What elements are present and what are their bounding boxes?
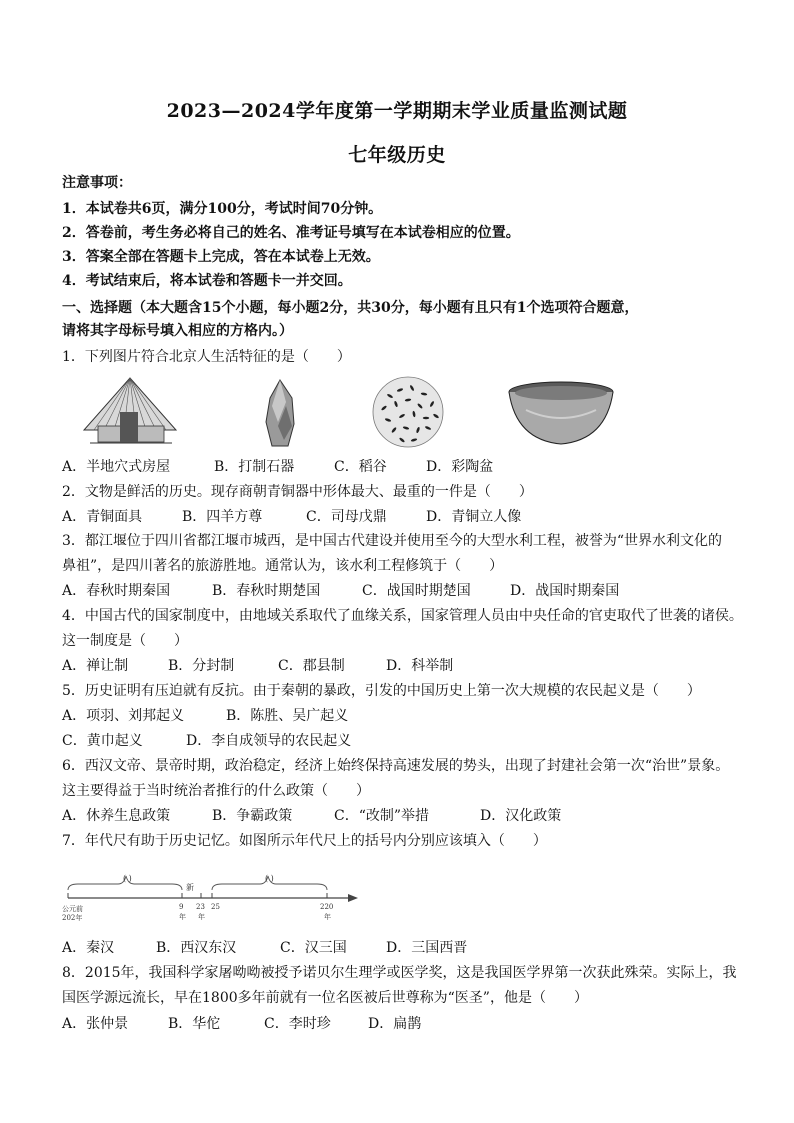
q6-option-d[interactable]: D．汉化政策: [480, 808, 562, 824]
question-4-options: [62, 655, 453, 677]
q5-option-d[interactable]: D．李自成领导的农民起义: [186, 733, 352, 749]
timeline-tick-220-unit: 年: [324, 913, 331, 921]
q7-option-b[interactable]: B．西汉东汉: [156, 940, 237, 956]
timeline-left-label: 公元前: [62, 905, 83, 913]
timeline-ruler: [62, 862, 362, 928]
question-7-options: [62, 937, 467, 959]
q6-option-c[interactable]: C．“改制”举措: [334, 808, 430, 824]
question-2-options: [62, 506, 521, 528]
notice-heading: 注意事项：: [62, 175, 132, 191]
q2-option-c[interactable]: C．司母戊鼎: [306, 509, 387, 525]
question-6-options: [62, 805, 561, 827]
timeline-tick-25: 25: [211, 903, 220, 911]
question-6-stem-line1: 6．西汉文帝、景帝时期，政治稳定，经济上始终保持高速发展的势头，出现了封建社会第一次“治世”景象。: [62, 758, 730, 774]
timeline-tick-9: 9: [179, 903, 184, 911]
q7-option-a[interactable]: A．秦汉: [62, 940, 115, 956]
timeline-left-paren: ( ): [123, 874, 132, 883]
q2-option-a[interactable]: A．青铜面具: [62, 509, 143, 525]
q1-option-a[interactable]: A．半地穴式房屋: [62, 459, 171, 475]
notice-item-1: 1．本试卷共6页，满分100分，考试时间70分钟。: [62, 201, 383, 217]
q8-option-c[interactable]: C．李时珍: [264, 1016, 331, 1032]
q3-option-d[interactable]: D．战国时期秦国: [510, 583, 620, 599]
q1-option-c[interactable]: C．稻谷: [334, 459, 387, 475]
question-8-options: [62, 1013, 421, 1035]
notice-item-2: 2．答卷前，考生务必将自己的姓名、准考证号填写在本试卷相应的位置。: [62, 225, 520, 241]
question-1-stem: 1．下列图片符合北京人生活特征的是（ ）: [62, 349, 351, 365]
q4-option-d[interactable]: D．科举制: [386, 658, 454, 674]
q3-option-c[interactable]: C．战国时期楚国: [362, 583, 471, 599]
q6-option-a[interactable]: A．休养生息政策: [62, 808, 171, 824]
question-1-options: [62, 456, 493, 478]
rice-grains-image: [366, 374, 450, 450]
timeline-left-year: 202年: [62, 914, 83, 922]
question-5-options-row1: [62, 705, 348, 727]
painted-pottery-basin-image: [506, 380, 616, 450]
q1-option-b[interactable]: B．打制石器: [214, 459, 295, 475]
timeline-xin-label: 新: [186, 883, 194, 892]
q3-option-a[interactable]: A．春秋时期秦国: [62, 583, 171, 599]
question-8-stem-line1: 8．2015年，我国科学家屠呦呦被授予诺贝尔生理学或医学奖，这是我国医学界第一次获此殊荣。实际上，我: [62, 965, 737, 981]
q7-option-c[interactable]: C．汉三国: [280, 940, 347, 956]
question-5-stem: 5．历史证明有压迫就有反抗。由于秦朝的暴政，引发的中国历史上第一次大规模的农民起义是（ ）: [62, 683, 701, 699]
question-6-stem-line2: 这主要得益于当时统治者推行的什么政策（ ）: [62, 783, 370, 799]
question-3-stem-line1: 3．都江堰位于四川省都江堰市城西，是中国古代建设并使用至今的大型水利工程，被誉为“世界水利文化的: [62, 533, 723, 549]
q8-option-a[interactable]: A．张仲景: [62, 1016, 129, 1032]
notice-item-4: 4．考试结束后，将本试卷和答题卡一并交回。: [62, 273, 352, 289]
timeline-tick-9-unit: 年: [179, 913, 186, 921]
question-5-options-row2: [62, 730, 351, 752]
notice-item-3: 3．答案全部在答题卡上完成，答在本试卷上无效。: [62, 249, 380, 265]
q2-option-b[interactable]: B．四羊方尊: [182, 509, 263, 525]
pit-house-image: [80, 374, 180, 450]
exam-title: 2023—2024学年度第一学期期末学业质量监测试题: [166, 100, 628, 122]
q4-option-c[interactable]: C．郡县制: [278, 658, 345, 674]
exam-subject: 七年级历史: [348, 144, 446, 166]
q8-option-d[interactable]: D．扁鹊: [368, 1016, 422, 1032]
question-7-stem: 7．年代尺有助于历史记忆。如图所示年代尺上的括号内分别应该填入（ ）: [62, 833, 547, 849]
question-4-stem-line2: 这一制度是（ ）: [62, 633, 188, 649]
q5-option-c[interactable]: C．黄巾起义: [62, 733, 143, 749]
q3-option-b[interactable]: B．春秋时期楚国: [212, 583, 321, 599]
timeline-right-paren: ( ): [265, 874, 274, 883]
question-2-stem: 2．文物是鲜活的历史。现存商朝青铜器中形体最大、最重的一件是（ ）: [62, 484, 533, 500]
q1-option-d[interactable]: D．彩陶盆: [426, 459, 494, 475]
timeline-tick-23-unit: 年: [198, 913, 205, 921]
section1-instructions-line1: 一、选择题（本大题含15个小题，每小题2分，共30分，每小题有且只有1个选项符合题意，: [62, 300, 639, 316]
question-3-stem-line2: 鼻祖”，是四川著名的旅游胜地。通常认为，该水利工程修筑于（ ）: [62, 558, 504, 574]
q6-option-b[interactable]: B．争霸政策: [212, 808, 293, 824]
question-4-stem-line1: 4．中国古代的国家制度中，由地域关系取代了血缘关系，国家管理人员由中央任命的官吏取代了世袭的诸侯。: [62, 608, 743, 624]
timeline-tick-23: 23: [196, 903, 205, 911]
question-3-options: [62, 580, 619, 602]
chipped-stone-tool-image: [258, 376, 302, 452]
q2-option-d[interactable]: D．青铜立人像: [426, 509, 522, 525]
q8-option-b[interactable]: B．华佗: [168, 1016, 221, 1032]
q4-option-a[interactable]: A．禅让制: [62, 658, 129, 674]
timeline-tick-220: 220: [320, 903, 334, 911]
question-8-stem-line2: 国医学源远流长，早在1800多年前就有一位名医被后世尊称为“医圣”，他是（ ）: [62, 990, 588, 1006]
q5-option-a[interactable]: A．项羽、刘邦起义: [62, 708, 185, 724]
q5-option-b[interactable]: B．陈胜、吴广起义: [226, 708, 349, 724]
q4-option-b[interactable]: B．分封制: [168, 658, 235, 674]
q7-option-d[interactable]: D．三国西晋: [386, 940, 468, 956]
section1-instructions-line2: 请将其字母标号填入相应的方格内。）: [62, 323, 293, 339]
